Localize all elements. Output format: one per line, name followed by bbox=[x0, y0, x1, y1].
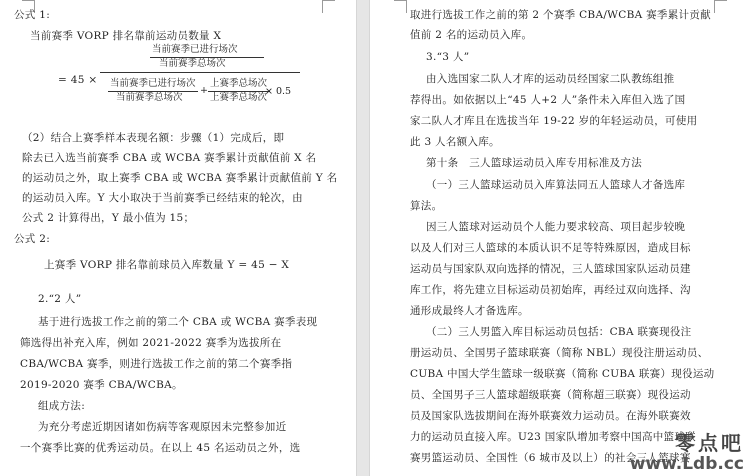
margin-mark bbox=[714, 0, 727, 13]
plus-sign: + bbox=[200, 85, 208, 96]
text-line: CBA/WCBA 赛季，则进行选拔工作之前的第二个赛季指 bbox=[20, 358, 293, 370]
watermark-text: 零点吧 bbox=[675, 431, 744, 455]
text-line: 赛男篮运动员、全国性（6 城市及以上）的社会三人篮球赛 bbox=[410, 452, 691, 464]
margin-mark bbox=[322, 0, 335, 13]
formula1-lhs: 当前赛季 VORP 排名靠前运动员数量 X bbox=[30, 30, 222, 42]
margin-mark bbox=[394, 0, 407, 13]
text-line: 力的运动员直接入库。U23 国家队增加考察中国高中篮球联 bbox=[410, 431, 696, 443]
text-line: 运动员与国家队双向选择的情况，三人篮球国家队运动员建 bbox=[410, 263, 691, 275]
text-line: 员、全国男子三人篮球超级联赛（简称超三联赛）现役运动 bbox=[410, 389, 691, 401]
text-line: 2019-2020 赛季 CBA/WCBA。 bbox=[20, 379, 183, 391]
text-line: 为充分考虑近期因诸如伤病等客观原因未完整参加近 bbox=[38, 421, 287, 433]
text-line: 以及人们对三人篮球的本质认识不足等特殊原因，造成目标 bbox=[410, 242, 691, 254]
text-line: 库工作，将先建立目标运动员初始库，再经过双向选择、沟 bbox=[410, 284, 691, 296]
text-line: 除去已入选当前赛季 CBA 或 WCBA 赛季累计贡献值前 X 名 bbox=[22, 152, 317, 164]
text-line: （二）三人男篮入库目标运动员包括：CBA 联赛现役注 bbox=[426, 326, 692, 338]
section-heading: 3.“3 人” bbox=[426, 51, 470, 63]
text-line: 因三人篮球对运动员个人能力要求较高、项目起步较晚 bbox=[426, 221, 686, 233]
f1-top-denominator: 当前赛季总场次 bbox=[159, 58, 226, 69]
document-page-right bbox=[370, 0, 750, 476]
text-line: 由入选国家二队人才库的运动员经国家二队教练组推 bbox=[426, 73, 675, 85]
text-line: 员及国家队选拔期间在海外联赛效力运动员。在海外联赛效 bbox=[410, 410, 691, 422]
f1-b2-numerator: 上赛季总场次 bbox=[210, 78, 268, 89]
text-line: 此 3 人名额入库。 bbox=[410, 136, 500, 148]
f1-b1-denominator: 当前赛季总场次 bbox=[116, 92, 183, 103]
text-line: 公式 2 计算得出，Y 最小值为 15； bbox=[22, 212, 195, 224]
section-heading: 2.“2 人” bbox=[38, 293, 82, 305]
text-line: 的运动员入库。Y 大小取决于当前赛季已经结束的轮次，由 bbox=[22, 192, 303, 204]
method-label: 组成方法: bbox=[38, 400, 86, 412]
text-line: 一个赛季比赛的优秀运动员。在以上 45 名运动员之外，选 bbox=[20, 442, 301, 454]
text-line: 通形成最终人才备选库。 bbox=[410, 305, 529, 317]
text-line: 值前 2 名的运动员入库。 bbox=[410, 29, 533, 41]
formula1-prefix: = 45 × bbox=[58, 74, 98, 86]
document-page-left bbox=[0, 0, 356, 476]
formula2-label: 公式 2: bbox=[14, 233, 51, 245]
text-line: 荐得出。如依据以上“45 人+2 人”条件未入库但入选了国 bbox=[410, 94, 686, 106]
text-line: 取进行选拔工作之前的第 2 个赛季 CBA/WCBA 赛季累计贡献 bbox=[410, 9, 711, 21]
text-line: 筛选得出补充入库，例如 2021-2022 赛季为选拔所在 bbox=[20, 337, 282, 349]
formula1-label: 公式 1: bbox=[14, 9, 51, 21]
text-line: 基于进行选拔工作之前的第二个 CBA 或 WCBA 赛季表现 bbox=[38, 316, 318, 328]
text-line: （2）结合上赛季样本表现名额：步骤（1）完成后，即 bbox=[22, 132, 285, 144]
site-watermark bbox=[630, 432, 744, 474]
formula2: 上赛季 VORP 排名靠前球员入库数量 Y = 45 − X bbox=[44, 259, 290, 271]
f1-top-numerator: 当前赛季已进行场次 bbox=[152, 44, 238, 55]
f1-b1-numerator: 当前赛季已进行场次 bbox=[110, 78, 196, 89]
watermark-url: www.Ldb.cc bbox=[629, 454, 744, 474]
text-line: CUBA 中国大学生篮球一级联赛（简称 CUBA 联赛）现役运动 bbox=[410, 368, 715, 380]
main-fraction-bar bbox=[100, 72, 300, 73]
text-line: 的运动员之外，取上赛季 CBA 或 WCBA 赛季累计贡献值前 Y 名 bbox=[22, 172, 338, 184]
text-line: 册运动员、全国男子篮球联赛（简称 NBL）现役注册运动员、 bbox=[410, 347, 709, 359]
text-line: 家二队人才库且在选拔当年 19-22 岁的年轻运动员，可使用 bbox=[410, 115, 698, 127]
times-half: × 0.5 bbox=[265, 86, 292, 97]
text-line: （一）三人篮球运动员入库算法同五人篮球人才备选库 bbox=[426, 179, 686, 191]
article-heading: 第十条 三人篮球运动员入库专用标准及方法 bbox=[426, 157, 642, 169]
text-line: 算法。 bbox=[410, 200, 443, 212]
f1-b2-denominator: 上赛季总场次 bbox=[210, 92, 268, 103]
